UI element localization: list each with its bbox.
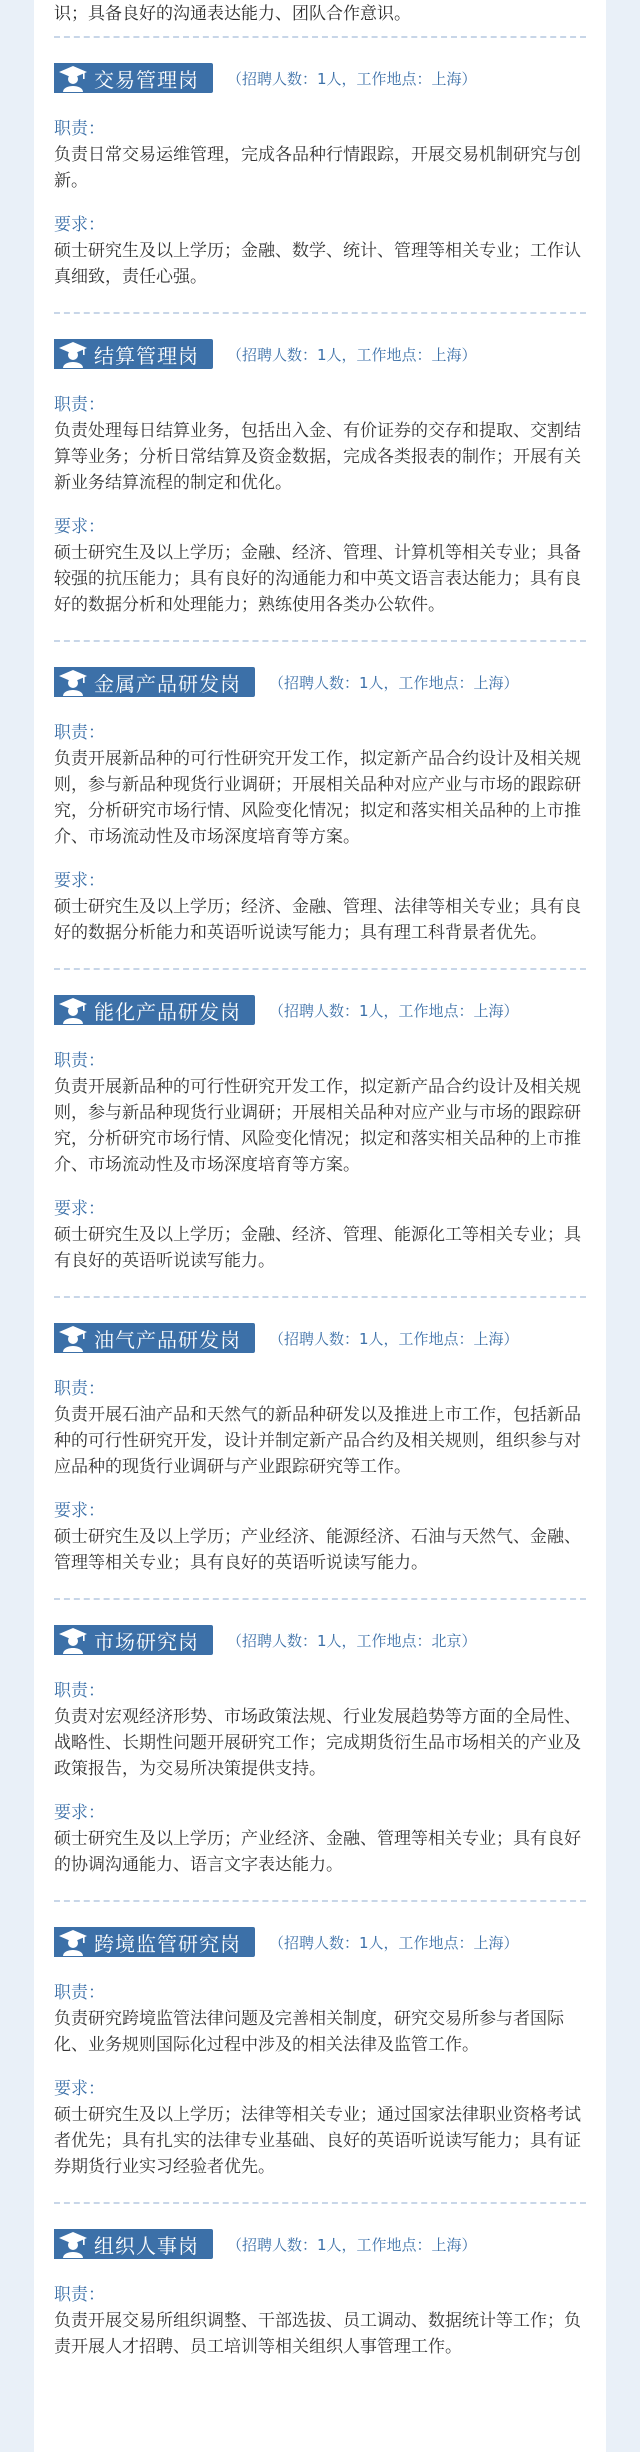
- job-meta: （招聘人数：1人，工作地点：上海）: [227, 69, 477, 88]
- job-title: 油气产品研发岗: [94, 1327, 241, 1352]
- job-header: [54, 1620, 586, 1660]
- job-section: [54, 1900, 586, 2202]
- job-header: [54, 334, 586, 374]
- job-meta: （招聘人数：1人，工作地点：北京）: [227, 1631, 477, 1650]
- job-title: 组织人事岗: [94, 2233, 199, 2258]
- job-title-tag: [54, 1927, 255, 1957]
- job-title-tag: [54, 995, 255, 1025]
- req-text: 硕士研究生及以上学历；金融、经济、管理、能源化工等相关专业；具有良好的英语听说读写能力。: [54, 1225, 581, 1271]
- job-title: 能化产品研发岗: [94, 999, 241, 1024]
- req-text: 硕士研究生及以上学历；法律等相关专业；通过国家法律职业资格考试者优先；具有扎实的法律专业基础、良好的英语听说读写能力；具有证券期货行业实习经验者优先。: [54, 2105, 581, 2177]
- duty-text: 负责开展新品种的可行性研究开发工作，拟定新产品合约设计及相关规则，参与新品种现货行业调研；开展相关品种对应产业与市场的跟踪研究，分析研究市场行情、风险变化情况；拟定和落实相关品种的上市推介、市场流动性及市场深度培育等方案。: [54, 749, 581, 847]
- req-text: 硕士研究生及以上学历；金融、数学、统计、管理等相关专业；工作认真细致，责任心强。: [54, 241, 581, 287]
- req-label: 要求：: [54, 1501, 105, 1521]
- job-meta: （招聘人数：1人，工作地点：上海）: [269, 1329, 519, 1348]
- duty-text: 负责日常交易运维管理，完成各品种行情跟踪，开展交易机制研究与创新。: [54, 145, 581, 191]
- job-meta: （招聘人数：1人，工作地点：上海）: [269, 1001, 519, 1020]
- job-title: 结算管理岗: [94, 343, 199, 368]
- graduate-person-icon: [58, 1323, 88, 1353]
- duty-label: 职责：: [54, 1051, 105, 1071]
- job-header: [54, 58, 586, 98]
- job-section: [54, 640, 586, 968]
- req-label: 要求：: [54, 215, 105, 235]
- graduate-person-icon: [58, 995, 88, 1025]
- job-title: 市场研究岗: [94, 1629, 199, 1654]
- content-panel: [34, 0, 606, 2452]
- duty-label: 职责：: [54, 1379, 105, 1399]
- job-title-tag: [54, 63, 213, 93]
- req-label: 要求：: [54, 1803, 105, 1823]
- job-title-tag: [54, 339, 213, 369]
- job-title: 金属产品研发岗: [94, 671, 241, 696]
- req-label: 要求：: [54, 871, 105, 891]
- intro-text: 识；具备良好的沟通表达能力、团队合作意识。: [54, 4, 411, 24]
- job-header: [54, 990, 586, 1030]
- graduate-person-icon: [58, 1927, 88, 1957]
- req-text: 硕士研究生及以上学历；产业经济、金融、管理等相关专业；具有良好的协调沟通能力、语言文字表达能力。: [54, 1829, 581, 1875]
- job-header: [54, 2224, 586, 2264]
- req-label: 要求：: [54, 517, 105, 537]
- job-section: [54, 36, 586, 312]
- job-title: 跨境监管研究岗: [94, 1931, 241, 1956]
- job-meta: （招聘人数：1人，工作地点：上海）: [227, 345, 477, 364]
- job-meta: （招聘人数：1人，工作地点：上海）: [269, 673, 519, 692]
- job-header: [54, 662, 586, 702]
- graduate-person-icon: [58, 667, 88, 697]
- graduate-person-icon: [58, 63, 88, 93]
- duty-text: 负责对宏观经济形势、市场政策法规、行业发展趋势等方面的全局性、战略性、长期性问题开展研究工作；完成期货衍生品市场相关的产业及政策报告，为交易所决策提供支持。: [54, 1707, 581, 1779]
- job-title: 交易管理岗: [94, 67, 199, 92]
- duty-label: 职责：: [54, 723, 105, 743]
- job-header: [54, 1318, 586, 1358]
- graduate-person-icon: [58, 1625, 88, 1655]
- job-meta: （招聘人数：1人，工作地点：上海）: [227, 2235, 477, 2254]
- job-section: [54, 1296, 586, 1598]
- req-text: 硕士研究生及以上学历；产业经济、能源经济、石油与天然气、金融、管理等相关专业；具有良好的英语听说读写能力。: [54, 1527, 581, 1573]
- duty-label: 职责：: [54, 2285, 105, 2305]
- job-section: [54, 1598, 586, 1900]
- duty-label: 职责：: [54, 1681, 105, 1701]
- job-section: [54, 312, 586, 640]
- graduate-person-icon: [58, 2229, 88, 2259]
- req-text: 硕士研究生及以上学历；金融、经济、管理、计算机等相关专业；具备较强的抗压能力；具有良好的沟通能力和中英文语言表达能力；具有良好的数据分析和处理能力；熟练使用各类办公软件。: [54, 543, 581, 615]
- graduate-person-icon: [58, 339, 88, 369]
- duty-text: 负责开展交易所组织调整、干部选拔、员工调动、数据统计等工作；负责开展人才招聘、员工培训等相关组织人事管理工作。: [54, 2311, 581, 2357]
- req-label: 要求：: [54, 2079, 105, 2099]
- duty-label: 职责：: [54, 1983, 105, 2003]
- job-section: [54, 968, 586, 1296]
- job-section: [54, 2202, 586, 2400]
- job-meta: （招聘人数：1人，工作地点：上海）: [269, 1933, 519, 1952]
- job-title-tag: [54, 667, 255, 697]
- req-text: 硕士研究生及以上学历；经济、金融、管理、法律等相关专业；具有良好的数据分析能力和英语听说读写能力；具有理工科背景者优先。: [54, 897, 581, 943]
- job-header: [54, 1922, 586, 1962]
- job-title-tag: [54, 1323, 255, 1353]
- duty-label: 职责：: [54, 119, 105, 139]
- job-title-tag: [54, 2229, 213, 2259]
- duty-text: 负责开展石油产品和天然气的新品种研发以及推进上市工作，包括新品种的可行性研究开发，设计并制定新产品合约及相关规则，组织参与对应品种的现货行业调研与产业跟踪研究等工作。: [54, 1405, 581, 1477]
- duty-text: 负责处理每日结算业务，包括出入金、有价证券的交存和提取、交割结算等业务；分析日常结算及资金数据，完成各类报表的制作；开展有关新业务结算流程的制定和优化。: [54, 421, 581, 493]
- duty-label: 职责：: [54, 395, 105, 415]
- duty-text: 负责研究跨境监管法律问题及完善相关制度，研究交易所参与者国际化、业务规则国际化过程中涉及的相关法律及监管工作。: [54, 2009, 564, 2055]
- job-title-tag: [54, 1625, 213, 1655]
- req-label: 要求：: [54, 1199, 105, 1219]
- duty-text: 负责开展新品种的可行性研究开发工作，拟定新产品合约设计及相关规则，参与新品种现货行业调研；开展相关品种对应产业与市场的跟踪研究，分析研究市场行情、风险变化情况；拟定和落实相关品种的上市推介、市场流动性及市场深度培育等方案。: [54, 1077, 581, 1175]
